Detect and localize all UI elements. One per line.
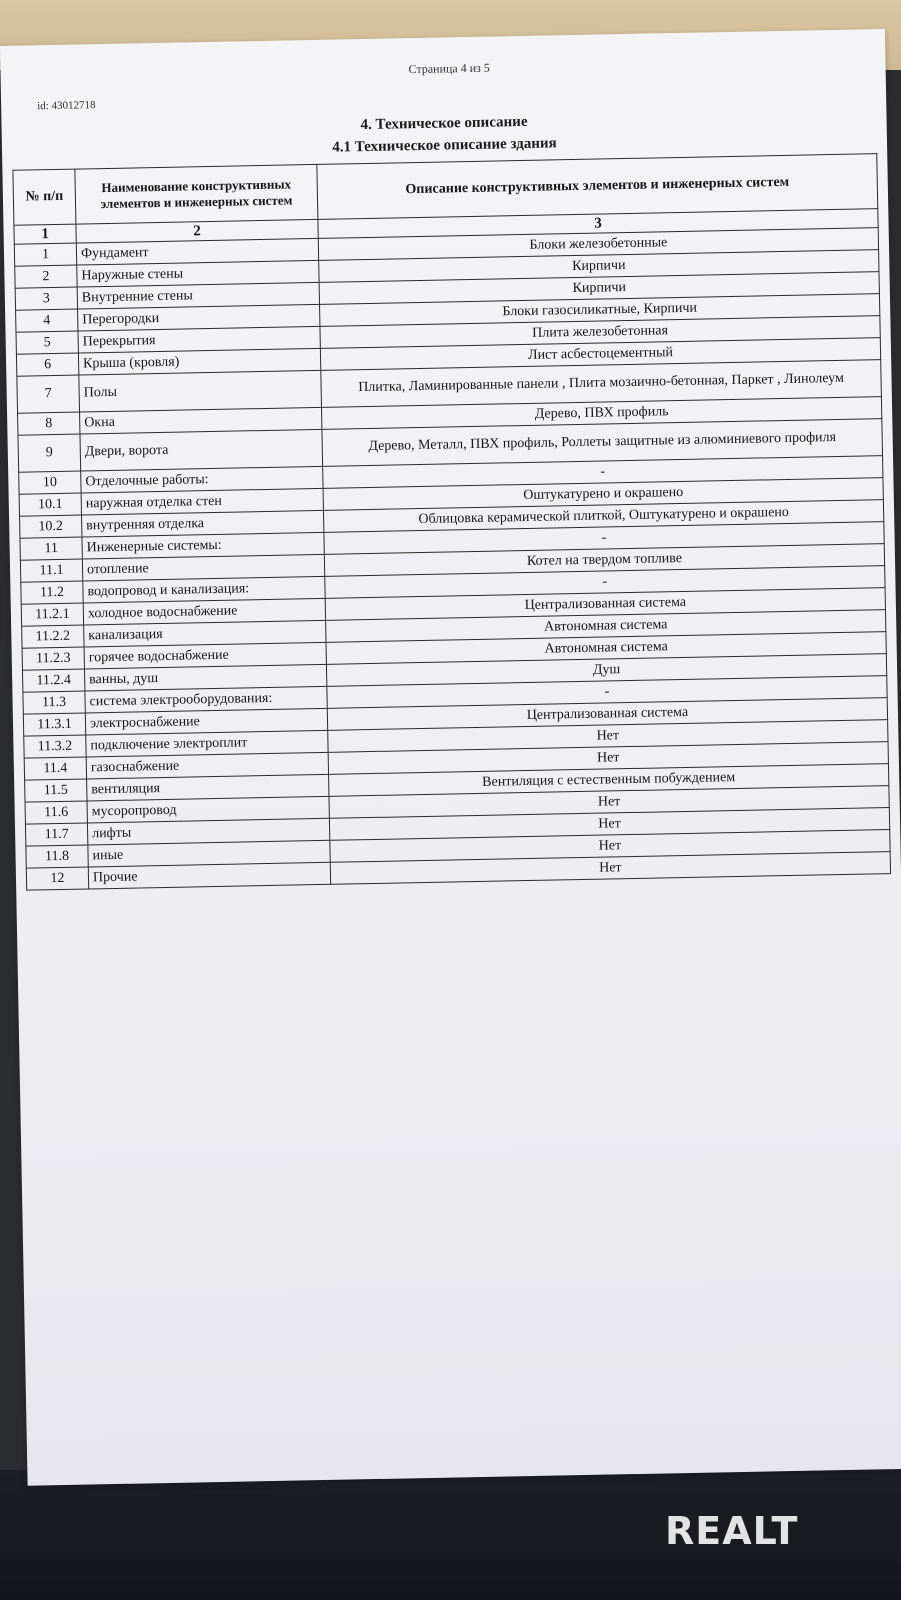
row-number: 5 — [16, 331, 78, 354]
row-number: 11 — [20, 537, 82, 560]
row-element-name: Внутренние стены — [77, 282, 319, 309]
row-number: 10.1 — [19, 493, 81, 516]
row-element-name: отопление — [82, 554, 324, 581]
technical-description-table — [12, 153, 891, 890]
header-number: № п/п — [13, 169, 76, 225]
row-number: 8 — [18, 412, 80, 435]
row-number: 2 — [15, 265, 77, 288]
row-description: Централизованная система — [325, 588, 885, 621]
row-description: - — [325, 566, 885, 599]
header-element-name: Наименование конструктивных элементов и инженерных систем — [75, 164, 318, 224]
row-number: 11.2 — [21, 581, 83, 604]
row-element-name: наружная отделка стен — [81, 488, 323, 515]
header-description: Описание конструктивных элементов и инженерных систем — [317, 154, 878, 220]
row-description: Нет — [330, 830, 890, 863]
row-description: Плитка, Ламинированные панели , Плита мозаично-бетонная, Паркет , Линолеум — [321, 360, 882, 408]
row-number: 11.7 — [25, 823, 87, 846]
row-element-name: Инженерные системы: — [82, 532, 324, 559]
row-description: Нет — [330, 852, 890, 885]
row-description: Нет — [328, 742, 888, 775]
row-number: 11.2.3 — [22, 647, 84, 670]
row-number: 1 — [14, 243, 76, 266]
row-description: Нет — [329, 786, 889, 819]
row-element-name: Перегородки — [78, 304, 320, 331]
row-element-name: Окна — [80, 407, 322, 434]
row-number: 11.1 — [20, 559, 82, 582]
row-element-name: электроснабжение — [85, 708, 327, 735]
row-number: 11.6 — [25, 801, 87, 824]
row-description: Облицовка керамической плиткой, Оштукатурено и окрашено — [323, 500, 883, 533]
row-element-name: Крыша (кровля) — [78, 348, 320, 375]
row-number: 11.2.2 — [22, 625, 84, 648]
column-index: 3 — [318, 209, 878, 239]
page-number: Страница 4 из 5 — [408, 60, 490, 77]
row-description: Нет — [329, 808, 889, 841]
subsection-title: 4.1 Техническое описание здания — [332, 135, 557, 156]
row-number: 11.3.2 — [24, 735, 86, 758]
row-element-name: горячее водоснабжение — [84, 642, 326, 669]
row-element-name: Полы — [79, 370, 322, 412]
row-number: 11.2.1 — [21, 603, 83, 626]
row-element-name: система электрооборудования: — [85, 686, 327, 713]
row-element-name: Отделочные работы: — [81, 466, 323, 493]
row-description: - — [327, 676, 887, 709]
realt-watermark: REALT — [665, 1509, 799, 1553]
row-element-name: Прочие — [88, 862, 330, 889]
row-number: 11.5 — [25, 779, 87, 802]
row-element-name: холодное водоснабжение — [83, 598, 325, 625]
row-number: 11.4 — [24, 757, 86, 780]
row-description: Кирпичи — [319, 272, 879, 305]
row-number: 11.3.1 — [23, 713, 85, 736]
row-element-name: лифты — [87, 818, 329, 845]
row-description: Дерево, ПВХ профиль — [321, 397, 881, 430]
row-element-name: внутренняя отделка — [82, 510, 324, 537]
row-element-name: канализация — [84, 620, 326, 647]
row-element-name: газоснабжение — [86, 752, 328, 779]
row-number: 4 — [16, 309, 78, 332]
row-number: 11.3 — [23, 691, 85, 714]
row-description: Кирпичи — [319, 250, 879, 283]
column-index: 2 — [76, 219, 318, 243]
row-description: Лист асбестоцементный — [320, 338, 880, 371]
row-number: 11.2.4 — [22, 669, 84, 692]
row-number: 12 — [26, 867, 88, 890]
row-element-name: Двери, ворота — [80, 429, 323, 471]
section-title: 4. Техническое описание — [360, 113, 528, 134]
row-element-name: Перекрытия — [78, 326, 320, 353]
row-description: Оштукатурено и окрашено — [323, 478, 883, 511]
row-description: Дерево, Металл, ПВХ профиль, Роллеты защитные из алюминиевого профиля — [322, 419, 883, 467]
row-number: 7 — [17, 375, 80, 413]
row-element-name: иные — [88, 840, 330, 867]
row-description: - — [324, 522, 884, 555]
row-number: 9 — [18, 434, 81, 472]
row-element-name: Наружные стены — [77, 260, 319, 287]
row-element-name: Фундамент — [76, 238, 318, 265]
row-number: 10 — [19, 471, 81, 494]
row-description: Автономная система — [326, 610, 886, 643]
row-number: 6 — [16, 353, 78, 376]
row-description: Автономная система — [326, 632, 886, 665]
row-number: 11.8 — [26, 845, 88, 868]
row-description: Котел на твердом топливе — [324, 544, 884, 577]
row-description: Блоки газосиликатные, Кирпичи — [320, 294, 880, 327]
row-element-name: водопровод и канализация: — [83, 576, 325, 603]
row-number: 3 — [15, 287, 77, 310]
row-description: - — [323, 456, 883, 489]
row-description: Нет — [328, 720, 888, 753]
row-element-name: вентиляция — [87, 774, 329, 801]
row-element-name: ванны, душ — [84, 664, 326, 691]
row-number: 10.2 — [20, 515, 82, 538]
row-description: Плита железобетонная — [320, 316, 880, 349]
row-description: Душ — [326, 654, 886, 687]
document-id: id: 43012718 — [37, 99, 96, 113]
row-element-name: подключение электроплит — [86, 730, 328, 757]
row-element-name: мусоропровод — [87, 796, 329, 823]
column-index: 1 — [14, 224, 76, 244]
row-description: Вентиляция с естественным побуждением — [329, 764, 889, 797]
row-description: Централизованная система — [327, 698, 887, 731]
document-page — [0, 29, 901, 1486]
row-description: Блоки железобетонные — [318, 228, 878, 261]
